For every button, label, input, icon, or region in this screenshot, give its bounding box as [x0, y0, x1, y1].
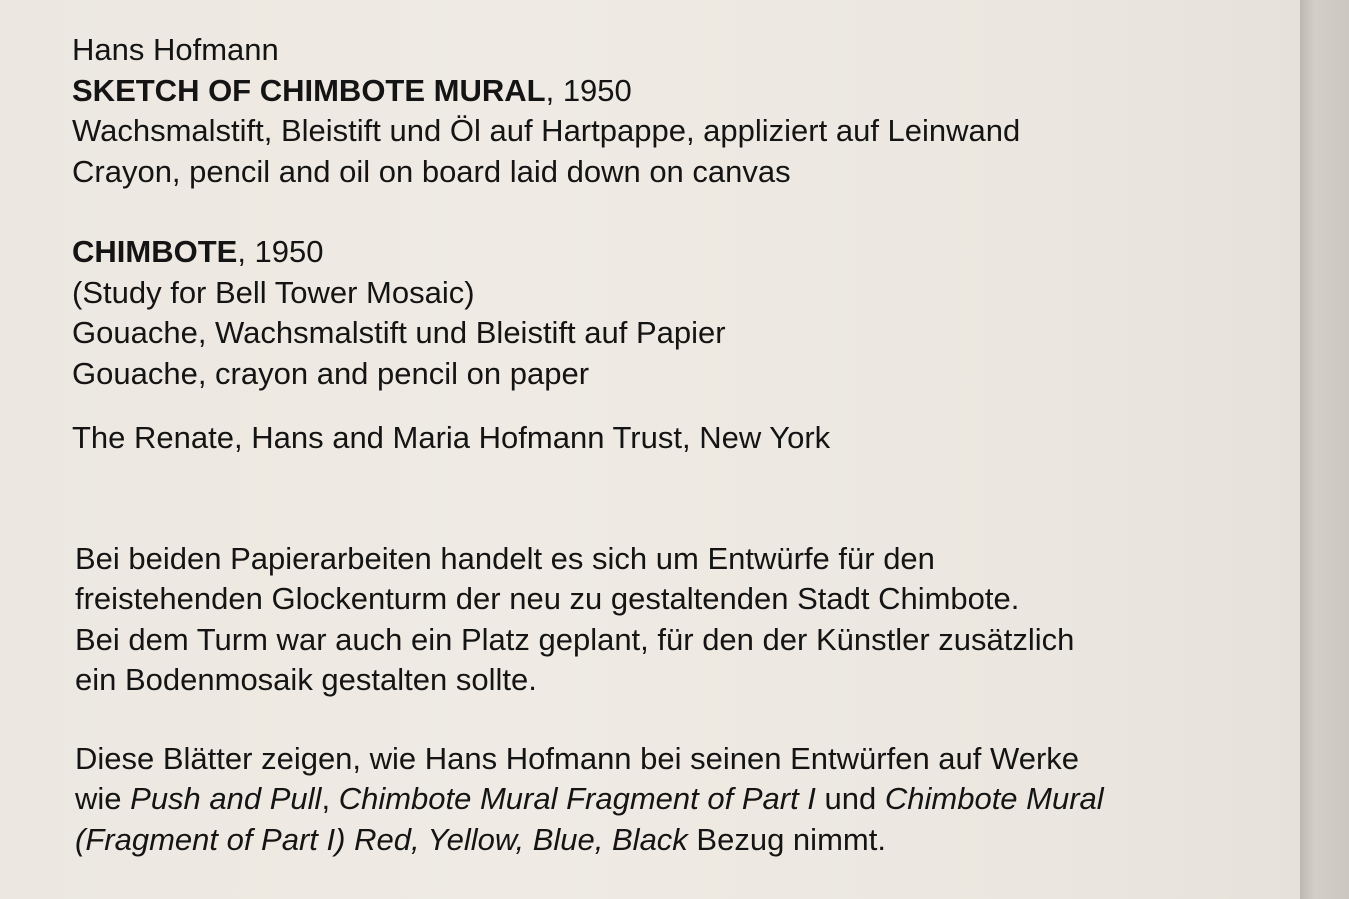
credit-line: The Renate, Hans and Maria Hofmann Trust, New York: [72, 420, 831, 455]
work-title-chimbote-mural-cont: (Fragment of Part I) Red, Yellow, Blue, Black: [75, 821, 688, 857]
description-paragraph-1: [75, 539, 1272, 701]
paragraph2-line1: Diese Blätter zeigen, wie Hans Hofmann bei seinen Entwürfen auf Werke: [75, 740, 1080, 776]
paragraph1-line: Bei beiden Papierarbeiten handelt es sich um Entwürfe für den: [75, 540, 935, 576]
paragraph1-line: freistehenden Glockenturm der neu zu gestaltenden Stadt Chimbote.: [75, 581, 1020, 616]
paragraph2-text: und: [815, 781, 885, 816]
work1-title: SKETCH OF CHIMBOTE MURAL: [72, 72, 546, 108]
work2-year: , 1950: [237, 234, 324, 269]
paragraph1-line: ein Bodenmosaik gestalten sollte.: [75, 662, 537, 697]
work2-subtitle: (Study for Bell Tower Mosaic): [72, 274, 475, 310]
work1-medium-de: Wachsmalstift, Bleistift und Öl auf Hartpappe, appliziert auf Leinwand: [72, 113, 1021, 148]
paragraph2-text: Bezug nimmt.: [687, 821, 886, 857]
work2-medium-en: Gouache, crayon and pencil on paper: [72, 355, 590, 391]
description-paragraph-2: [75, 739, 1272, 861]
paragraph1-line: Bei dem Turm war auch ein Platz geplant, für den der Künstler zusätzlich: [75, 621, 1075, 657]
work2-heading: [72, 232, 1272, 273]
paragraph2-line2: [75, 779, 1272, 820]
wall-edge: [1300, 0, 1349, 899]
work1-year: , 1950: [545, 72, 632, 108]
paragraph2-line3: [75, 820, 1272, 861]
work-title-chimbote-fragment: Chimbote Mural Fragment of Part I: [338, 781, 816, 816]
artist-name: Hans Hofmann: [72, 32, 279, 67]
paragraph2-text: wie: [75, 781, 131, 816]
work2-medium-de: Gouache, Wachsmalstift und Bleistift auf Papier: [72, 315, 726, 350]
work-title-chimbote-mural: Chimbote Mural: [884, 781, 1104, 816]
work1-medium-en: Crayon, pencil and oil on board laid down on canvas: [72, 153, 791, 189]
paragraph2-text: ,: [321, 781, 339, 816]
label-text: [72, 30, 1272, 860]
work-title-push-and-pull: Push and Pull: [130, 781, 322, 816]
work1-heading: [72, 71, 1272, 112]
work2-title: CHIMBOTE: [72, 234, 238, 269]
